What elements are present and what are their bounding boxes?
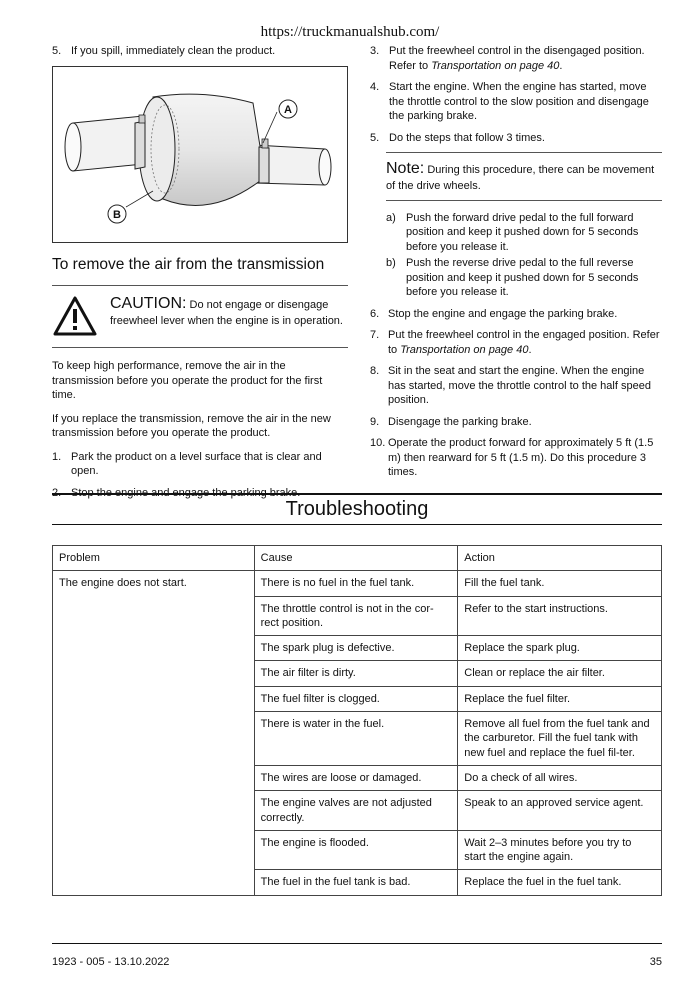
right-column: [370, 44, 662, 487]
action-cell: Refer to the start instructions.: [458, 596, 662, 636]
step-text: Operate the product forward for approximately 5 ft (1.5 m) then rearward for 5 ft (1.5 m). Do this procedure 3 times.: [388, 437, 654, 479]
column-header-problem: Problem: [53, 546, 255, 571]
section-title: To remove the air from the transmission: [52, 255, 325, 273]
step-text: Do the steps that follow 3 times.: [389, 131, 545, 144]
action-cell: Do a check of all wires.: [458, 765, 662, 790]
action-cell: Replace the fuel in the fuel tank.: [458, 870, 662, 895]
filter-illustration: [52, 66, 348, 243]
step-list-right-b: [370, 307, 662, 480]
note-heading: Note:: [386, 160, 425, 178]
cause-cell: There is no fuel in the fuel tank.: [254, 571, 458, 596]
column-header-action: Action: [458, 546, 662, 571]
step-text: Park the product on a level surface that is clear and open.: [71, 450, 322, 478]
step-list-right-a: [370, 44, 662, 145]
step-item: [52, 450, 348, 479]
step-number: 1.: [52, 450, 62, 463]
caution-box: [52, 285, 348, 349]
troubleshooting-table: [52, 545, 662, 896]
action-cell: Replace the fuel filter.: [458, 686, 662, 711]
action-cell: Remove all fuel from the fuel tank and the carburetor. Fill the fuel tank with new fuel and replace the fuel fil-ter.: [458, 712, 662, 766]
callout-a: A: [284, 103, 292, 116]
step-item: [370, 364, 662, 408]
caution-body: Do not engage or disengage freewheel lever when the engine is in operation.: [110, 298, 343, 327]
fuel-filter-drawing: [53, 67, 347, 242]
substep-letter: b): [386, 257, 396, 270]
document-code: 1923 - 005 - 13.10.2022: [52, 956, 170, 968]
step-number: 6.: [370, 307, 380, 320]
page-number: 35: [649, 956, 662, 968]
step-number: 3.: [370, 45, 380, 57]
step-number: 2.: [52, 486, 62, 499]
step-item: [52, 44, 348, 59]
cross-reference-link[interactable]: Transportation on page 40: [400, 343, 529, 356]
step-number: 10.: [370, 437, 386, 450]
step-item: [370, 328, 662, 357]
cause-cell: The engine valves are not adjusted correctly.: [254, 791, 458, 831]
step-item: [370, 415, 662, 430]
step-item: [370, 436, 662, 480]
substep-letter: a): [386, 211, 396, 224]
cause-cell: The air filter is dirty.: [254, 661, 458, 686]
action-cell: Wait 2–3 minutes before you try to start the engine again.: [458, 830, 662, 870]
substep-text: Push the forward drive pedal to the full forward position and keep it pushed down for 5 seconds before you release it.: [406, 211, 639, 253]
note-box: [386, 152, 662, 201]
step-item: [370, 307, 662, 322]
step-text: Put the freewheel control in the disengaged position. Refer to: [389, 45, 645, 72]
cause-cell: The spark plug is defective.: [254, 636, 458, 661]
footer-divider: [52, 943, 662, 944]
step-text-end: .: [559, 59, 563, 72]
troubleshooting-title: Troubleshooting: [52, 493, 662, 525]
warning-triangle-icon: [52, 293, 110, 342]
step-text: Stop the engine and engage the parking brake.: [71, 486, 301, 499]
left-column: [52, 44, 348, 507]
step-text: Disengage the parking brake.: [388, 415, 532, 428]
step-list-top-left: [52, 44, 348, 59]
cause-cell: The fuel in the fuel tank is bad.: [254, 870, 458, 895]
callout-b: B: [113, 208, 121, 221]
paragraph: If you replace the transmission, remove the air in the new transmission before you operate the product.: [52, 412, 331, 440]
step-number: 7.: [370, 329, 380, 342]
cause-cell: The engine is flooded.: [254, 830, 458, 870]
step-text: Sit in the seat and start the engine. When the engine has started, move the throttle control to the half speed position.: [388, 365, 651, 407]
step-number: 8.: [370, 365, 380, 378]
note-body: During this procedure, there can be movement of the drive wheels.: [386, 164, 655, 193]
step-text: Put the freewheel control in the engaged position. Refer to: [388, 329, 660, 356]
action-cell: Speak to an approved service agent.: [458, 791, 662, 831]
table-header-row: [53, 546, 662, 571]
step-item: [370, 131, 662, 146]
substep-list: [386, 211, 662, 300]
step-text-end: .: [528, 343, 532, 356]
cause-cell: The wires are loose or damaged.: [254, 765, 458, 790]
cause-cell: The throttle control is not in the cor-rect position.: [254, 596, 458, 636]
cause-cell: There is water in the fuel.: [254, 712, 458, 766]
step-number: 5.: [370, 131, 380, 144]
step-number: 4.: [370, 81, 380, 94]
caution-text: [110, 293, 348, 342]
problem-cell: The engine does not start.: [53, 571, 255, 895]
substep-text: Push the reverse drive pedal to the full reverse position and keep it pushed down for 5 seconds before you release it.: [406, 257, 639, 299]
caution-heading: CAUTION:: [110, 294, 187, 312]
step-item: [370, 80, 662, 124]
action-cell: Clean or replace the air filter.: [458, 661, 662, 686]
step-number: 5.: [52, 45, 62, 57]
step-item: [370, 44, 662, 73]
substep-item: [386, 211, 662, 255]
column-header-cause: Cause: [254, 546, 458, 571]
substep-item: [386, 256, 662, 300]
cross-reference-link[interactable]: Transportation on page 40: [431, 59, 560, 72]
action-cell: Fill the fuel tank.: [458, 571, 662, 596]
step-number: 9.: [370, 415, 380, 428]
cause-cell: The fuel filter is clogged.: [254, 686, 458, 711]
step-text: Start the engine. When the engine has started, move the throttle control to the slow position and disengage the parking brake.: [389, 81, 649, 123]
source-url[interactable]: https://truckmanualshub.com/: [260, 24, 440, 40]
step-text: Stop the engine and engage the parking brake.: [388, 307, 618, 320]
action-cell: Replace the spark plug.: [458, 636, 662, 661]
table-row: [53, 571, 662, 596]
paragraph: To keep high performance, remove the air in the transmission before you operate the product for the first time.: [52, 360, 323, 402]
step-text: If you spill, immediately clean the product.: [71, 45, 276, 57]
